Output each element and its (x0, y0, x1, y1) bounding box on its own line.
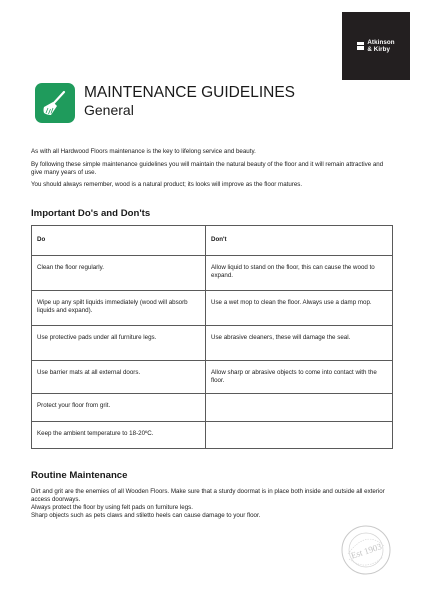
seal-text: Est 1903 (349, 541, 383, 561)
table-row (32, 422, 393, 449)
routine-line: Sharp objects such as pets claws and stiletto heels can cause damage to your floor. (31, 512, 261, 519)
do-cell: Keep the ambient temperature to 18-20ºC. (32, 422, 206, 449)
routine-line: Dirt and grit are the enemies of all Wooden Floors. Make sure that a sturdy doormat is in place both inside and outside all exterior access doorways. (31, 488, 385, 503)
dont-cell: Allow liquid to stand on the floor, this can cause the wood to expand. (206, 256, 393, 291)
company-logo (342, 12, 410, 80)
table-row (32, 361, 393, 394)
routine-text (31, 488, 399, 520)
intro-text (31, 148, 396, 194)
do-cell: Protect your floor from grit. (32, 394, 206, 422)
logo-mark-icon (357, 42, 364, 50)
dont-cell: Use abrasive cleaners, these will damage the seal. (206, 326, 393, 361)
intro-paragraph: By following these simple maintenance guidelines you will maintain the natural beauty of the floor and it will remain attractive and give many years of use. (31, 160, 384, 176)
table-row (32, 326, 393, 361)
logo-line-2: & Kirby (367, 46, 391, 53)
intro-paragraph: As with all Hardwood Floors maintenance is the key to lifelong service and beauty. (31, 148, 256, 155)
broom-icon (35, 83, 75, 123)
intro-paragraph: You should always remember, wood is a natural product; its looks will improve as the floor matures. (31, 181, 303, 188)
dos-donts-heading: Important Do's and Don'ts (31, 208, 151, 219)
table-row (32, 394, 393, 422)
table-row (32, 256, 393, 291)
column-header-do: Do (32, 226, 206, 256)
do-cell: Use protective pads under all furniture legs. (32, 326, 206, 361)
dont-cell (206, 394, 393, 422)
routine-line: Always protect the floor by using felt pads on furniture legs. (31, 504, 193, 511)
dont-cell: Allow sharp or abrasive objects to come into contact with the floor. (206, 361, 393, 394)
column-header-dont: Don't (206, 226, 393, 256)
routine-heading: Routine Maintenance (31, 470, 128, 481)
do-cell: Use barrier mats at all external doors. (32, 361, 206, 394)
logo-line-1: Atkinson (367, 39, 395, 46)
table-row (32, 291, 393, 326)
dont-cell: Use a wet mop to clean the floor. Always use a damp mop. (206, 291, 393, 326)
dont-cell (206, 422, 393, 449)
page-subtitle: General (84, 102, 134, 118)
do-cell: Wipe up any spilt liquids immediately (wood will absorb liquids and expand). (32, 291, 206, 326)
do-cell: Clean the floor regularly. (32, 256, 206, 291)
page-title: MAINTENANCE GUIDELINES (84, 84, 296, 101)
established-seal-stamp (340, 524, 392, 576)
dos-donts-table (31, 225, 393, 449)
